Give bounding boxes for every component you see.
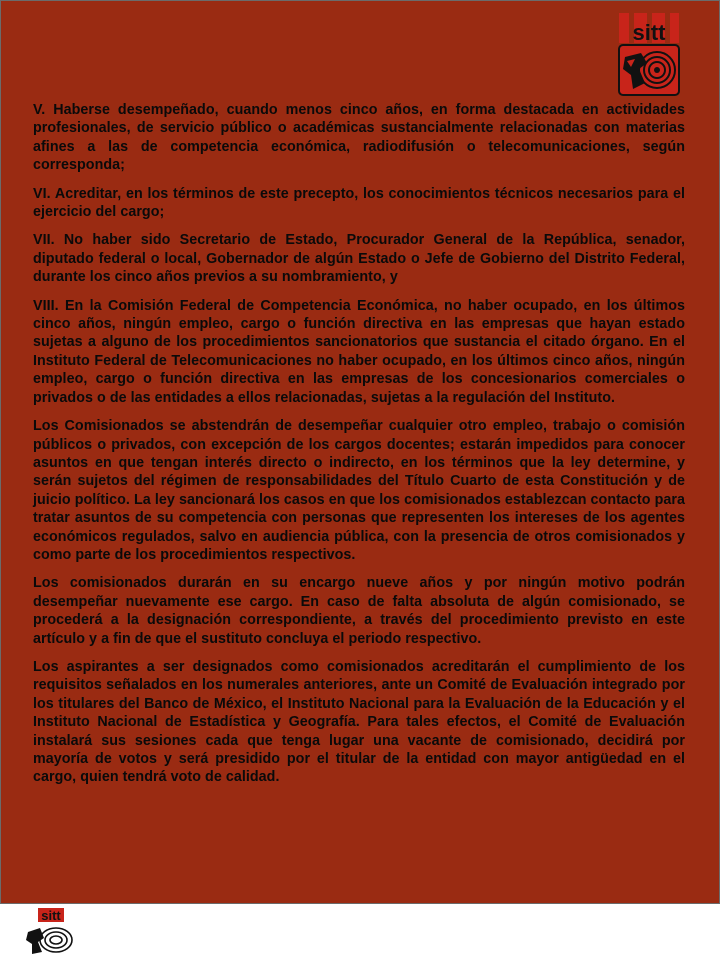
sitt-logo-bottom (24, 906, 76, 956)
svg-text:sitt: sitt (41, 908, 61, 923)
paragraph: Los Comisionados se abstendrán de desempeñar cualquier otro empleo, trabajo o comisión públicos o privados, con excepción de los cargos docentes; estarán impedidos para conocer asuntos en que tengan interés directo o indirecto, en los términos que la ley determine, y serán sujetos del régimen de responsabilidades del Título Cuarto de esta Constitución y de juicio político. La ley sancionará los casos en que los comisionados establezcan contacto para tratar asuntos de su competencia con personas que representen los intereses de los agentes económicos regulados, salvo en audiencia pública, con la presencia de otros comisionados y como parte de los procedimientos respectivos. (33, 418, 685, 563)
paragraph: Los aspirantes a ser designados como comisionados acreditarán el cumplimiento de los requisitos señalados en los numerales anteriores, ante un Comité de Evaluación integrado por los titulares del Banco de México, el Instituto Nacional para la Evaluación de la Educación y el Instituto Nacional de Estadística y Geografía. Para tales efectos, el Comité de Evaluación instalará sus sesiones cada que tenga lugar una vacante de comisionado, decidirá por mayoría de votos y será presidido por el titular de la entidad con mayor antigüedad en el cargo, quien tendrá voto de calidad. (33, 658, 685, 786)
svg-text:sitt: sitt (632, 20, 666, 45)
paragraph: V. Haberse desempeñado, cuando menos cinco años, en forma destacada en actividades profesionales, de servicio público o académicas sustancialmente relacionadas con materias afines a las de competencia económica, radiodifusión o telecomunicaciones, según corresponda; (33, 102, 685, 174)
paragraph: VII. No haber sido Secretario de Estado, Procurador General de la República, senador, diputado federal o local, Gobernador de algún Estado o Jefe de Gobierno del Distrito Federal, durante los cinco años previos a su nombramiento, y (33, 232, 685, 286)
paragraph: VIII. En la Comisión Federal de Competencia Económica, no haber ocupado, en los últimos cinco años, ningún empleo, cargo o función directiva en las empresas que hayan estado sujetas a alguno de los procedimientos sancionatorios que sustancia el citado órgano. En el Instituto Federal de Telecomunicaciones no haber ocupado, en los últimos cinco años, ningún empleo, cargo o función directiva en las empresas de los concesionarios comerciales o privados o de las entidades a ellos relacionadas, sujetas a la regulación del Instituto. (33, 297, 685, 406)
paragraph: VI. Acreditar, en los términos de este precepto, los conocimientos técnicos necesarios para el ejercicio del cargo; (33, 185, 685, 221)
paragraph: Los comisionados durarán en su encargo nueve años y por ningún motivo podrán desempeñar nuevamente ese cargo. En caso de falta absoluta de algún comisionado, se procederá a la designación correspondiente, a través del procedimiento previsto en este artículo y a fin de que el sustituto concluya el periodo respectivo. (33, 575, 685, 647)
document-body (33, 101, 685, 797)
sitt-logo-top (617, 13, 681, 97)
